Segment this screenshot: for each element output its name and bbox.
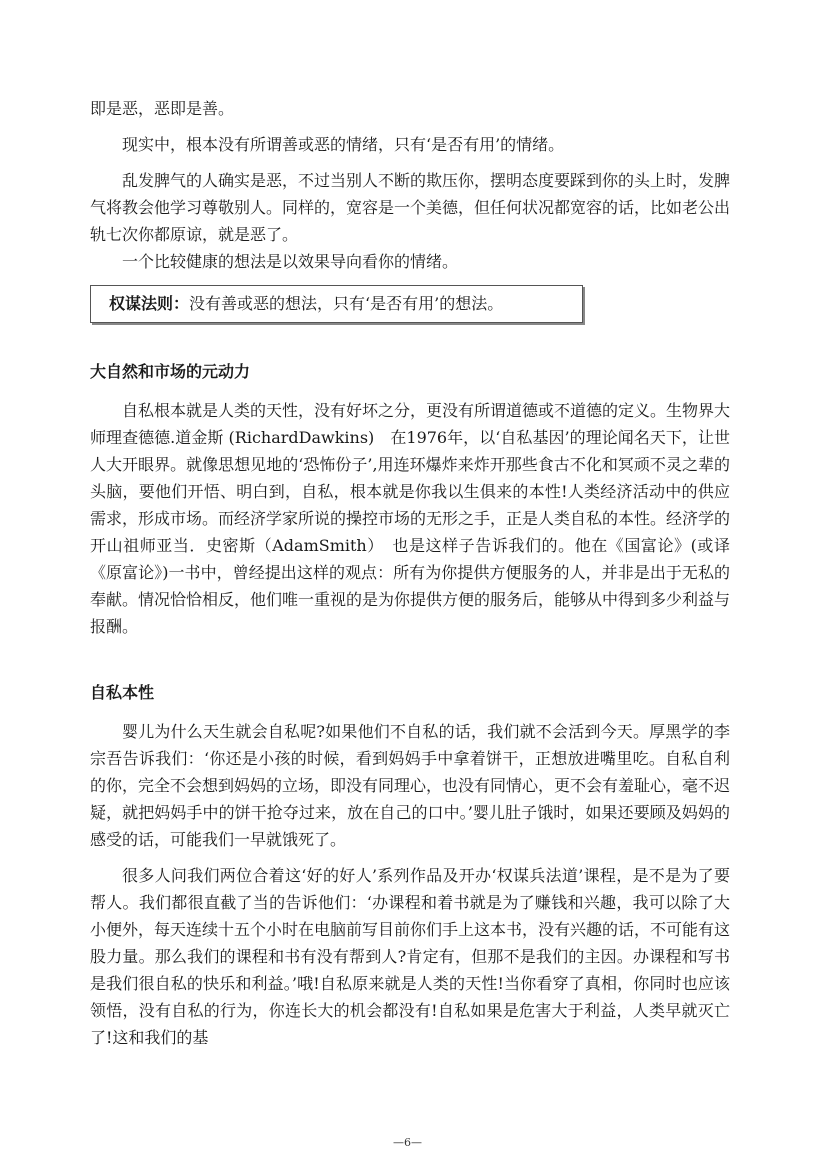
paragraph-continuation: 即是恶，恶即是善。	[90, 99, 235, 118]
paragraph: 自私根本就是人类的天性，没有好坏之分，更没有所谓道德或不道德的定义。生物界大师理查德德.道金斯 (RichardDawkins) 在1976年，以‘自私基因’的理论闻名天下，让世人大开眼界。就像思想见地的‘恐怖份子’,用连环爆炸来炸开那些食古不化和冥顽不灵之辈的头脑，要他们开悟、明白到，自私，根本就是你我以生俱来的本性!人类经济活动中的供应需求，形成市场。而经济学家所说的操控市场的无形之手，正是人类自私的本性。经济学的开山祖师亚当．史密斯（AdamSmith） 也是这样子告诉我们的。他在《国富论》(或译《原富论》)一书中，曾经提出这样的观点：所有为你提供方便服务的人，并非是出于无私的奉献。情况恰恰相反，他们唯一重视的是为你提供方便的服务后，能够从中得到多少利益与报酬。	[90, 401, 731, 636]
page-body	[90, 95, 730, 1051]
rule-box	[90, 285, 583, 323]
paragraph: 一个比较健康的想法是以效果导向看你的情绪。	[122, 252, 459, 271]
paragraph: 现实中，根本没有所谓善或恶的情绪，只有‘是否有用’的情绪。	[122, 135, 565, 154]
page-number: —6—	[393, 1136, 422, 1149]
paragraph: 婴儿为什么天生就会自私呢?如果他们不自私的话，我们就不会活到今天。厚黑学的李宗吾告诉我们：‘你还是小孩的时候，看到妈妈手中拿着饼干，正想放进嘴里吃。自私自利的你，完全不会想到妈妈的立场，即没有同理心，也没有同情心，更不会有羞耻心，毫不迟疑，就把妈妈手中的饼干抢夺过来，放在自己的口中。’婴儿肚子饿时，如果还要顾及妈妈的感受的话，可能我们一早就饿死了。	[90, 722, 731, 849]
rule-box-text: 没有善或恶的想法，只有‘是否有用’的想法。	[189, 294, 504, 313]
section-heading: 自私本性	[90, 683, 155, 702]
paragraph: 很多人问我们两位合着这‘好的好人’系列作品及开办‘权谋兵法道’课程，是不是为了要帮人。我们都很直截了当的告诉他们：‘办课程和着书就是为了赚钱和兴趣，我可以除了大小便外，每天连续十五个小时在电脑前写目前你们手上这本书，没有兴趣的话，不可能有这股力量。那么我们的课程和书有没有帮到人?肯定有，但那不是我们的主因。办课程和写书是我们很自私的快乐和利益。’哦!自私原来就是人类的天性!当你看穿了真相，你同时也应该领悟，没有自私的行为，你连长大的机会都没有!自私如果是危害大于利益，人类早就灭亡了!这和我们的基	[90, 866, 731, 1047]
section-heading: 大自然和市场的元动力	[90, 362, 251, 381]
paragraph: 乱发脾气的人确实是恶，不过当别人不断的欺压你，摆明态度要踩到你的头上时，发脾气将教会他学习尊敬别人。同样的，宽容是一个美德，但任何状况都宽容的话，比如老公出轨七次你都原谅，就是恶了。	[90, 171, 731, 244]
rule-box-label: 权谋法则：	[109, 294, 190, 313]
